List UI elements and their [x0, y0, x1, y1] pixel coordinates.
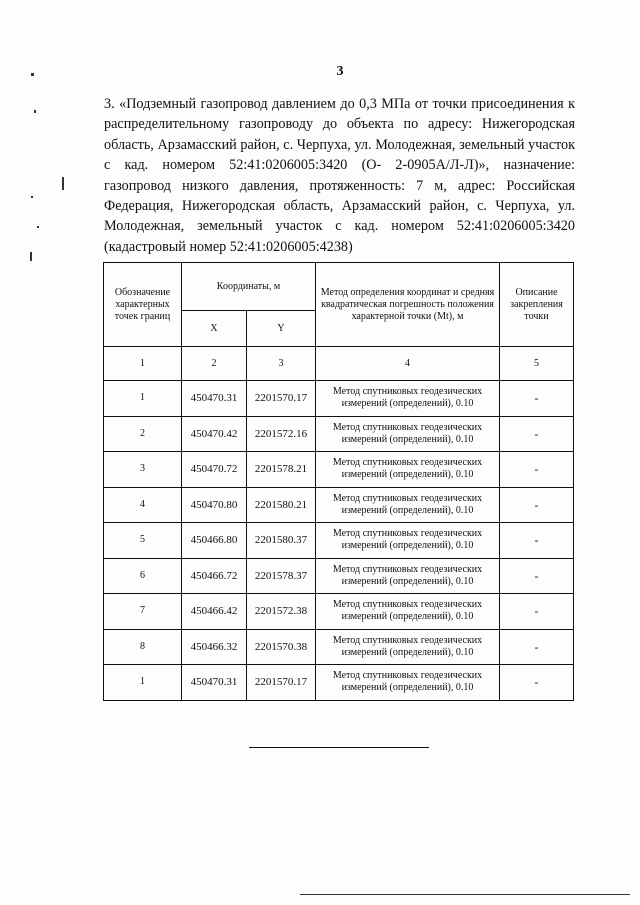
table-row [104, 381, 574, 417]
fixing-description-cell: - [500, 594, 574, 630]
x-coordinate: 450466.72 [182, 558, 247, 594]
point-label: 7 [104, 594, 182, 630]
column-number: 2 [182, 347, 247, 381]
method-cell: Метод спутниковых геодезических измерений (определений), 0.10 [316, 487, 500, 523]
y-coordinate: 2201580.37 [247, 523, 316, 559]
method-cell: Метод спутниковых геодезических измерений (определений), 0.10 [316, 452, 500, 488]
fixing-description-cell: - [500, 487, 574, 523]
table-row [104, 523, 574, 559]
y-coordinate: 2201570.17 [247, 665, 316, 701]
method-cell: Метод спутниковых геодезических измерений (определений), 0.10 [316, 416, 500, 452]
table-header-row-1 [104, 263, 574, 311]
x-coordinate: 450470.80 [182, 487, 247, 523]
table-row [104, 452, 574, 488]
point-label: 6 [104, 558, 182, 594]
x-coordinate: 450470.31 [182, 665, 247, 701]
object-description-paragraph: 3. «Подземный газопровод давлением до 0,3 МПа от точки присоединения к распределительному газопроводу до объекта по адресу: Нижегородская область, Арзамасский район, с. Черпуха, ул. Молодежная, земельный участок с кад. номером 52:41:0206005:3420 (О- 2-0905А/Л-Л)», назначение: газопровод низкого давления, протяженность: 7 м, адрес: Российская Федерация, Нижегородская область, Арзамасский район, с. Черпуха, ул. Молодежная, земельный участок с кад. номером 52:41:0206005:3420 (кадастровый номер 52:41:0206005:4238) [104, 96, 575, 255]
x-coordinate: 450466.80 [182, 523, 247, 559]
point-label: 3 [104, 452, 182, 488]
method-cell: Метод спутниковых геодезических измерений (определений), 0.10 [316, 665, 500, 701]
point-label: 1 [104, 665, 182, 701]
point-label: 5 [104, 523, 182, 559]
x-coordinate: 450466.32 [182, 629, 247, 665]
y-coordinate: 2201572.16 [247, 416, 316, 452]
table-row [104, 558, 574, 594]
y-coordinate: 2201570.38 [247, 629, 316, 665]
header-method: Метод определения координат и средняя квадратическая погрешность положения характерной точки (Mt), м [316, 263, 500, 347]
page-number: 3 [336, 64, 344, 79]
table-row [104, 487, 574, 523]
x-coordinate: 450466.42 [182, 594, 247, 630]
scan-speck [37, 226, 39, 228]
point-label: 4 [104, 487, 182, 523]
table-row [104, 594, 574, 630]
fixing-description-cell: - [500, 523, 574, 559]
column-number: 1 [104, 347, 182, 381]
table-row [104, 416, 574, 452]
scan-speck [30, 252, 32, 261]
fixing-description-cell: - [500, 452, 574, 488]
method-cell: Метод спутниковых геодезических измерений (определений), 0.10 [316, 381, 500, 417]
scan-speck [62, 177, 64, 190]
header-point-designation: Обозначение характерных точек границ [104, 263, 182, 347]
coordinates-table [103, 262, 574, 701]
point-label: 8 [104, 629, 182, 665]
coordinates-table-container [103, 262, 574, 701]
method-cell: Метод спутниковых геодезических измерений (определений), 0.10 [316, 629, 500, 665]
scan-speck [31, 73, 34, 76]
fixing-description-cell: - [500, 665, 574, 701]
table-row [104, 665, 574, 701]
point-label: 1 [104, 381, 182, 417]
column-number: 3 [247, 347, 316, 381]
method-cell: Метод спутниковых геодезических измерений (определений), 0.10 [316, 594, 500, 630]
x-coordinate: 450470.42 [182, 416, 247, 452]
header-coordinates: Координаты, м [182, 263, 316, 311]
column-number: 4 [316, 347, 500, 381]
y-coordinate: 2201578.21 [247, 452, 316, 488]
fixing-description-cell: - [500, 629, 574, 665]
bottom-edge-line [300, 894, 630, 895]
table-row [104, 629, 574, 665]
fixing-description-cell: - [500, 381, 574, 417]
footer-separator-line [249, 747, 429, 748]
scan-speck [34, 110, 36, 113]
method-cell: Метод спутниковых геодезических измерений (определений), 0.10 [316, 523, 500, 559]
y-coordinate: 2201578.37 [247, 558, 316, 594]
y-coordinate: 2201572.38 [247, 594, 316, 630]
point-label: 2 [104, 416, 182, 452]
fixing-description-cell: - [500, 416, 574, 452]
header-x: X [182, 311, 247, 347]
x-coordinate: 450470.31 [182, 381, 247, 417]
x-coordinate: 450470.72 [182, 452, 247, 488]
column-numbering-row [104, 347, 574, 381]
scan-speck [31, 196, 33, 198]
method-cell: Метод спутниковых геодезических измерений (определений), 0.10 [316, 558, 500, 594]
y-coordinate: 2201580.21 [247, 487, 316, 523]
header-y: Y [247, 311, 316, 347]
header-fixing-description: Описание закрепления точки [500, 263, 574, 347]
column-number: 5 [500, 347, 574, 381]
fixing-description-cell: - [500, 558, 574, 594]
y-coordinate: 2201570.17 [247, 381, 316, 417]
